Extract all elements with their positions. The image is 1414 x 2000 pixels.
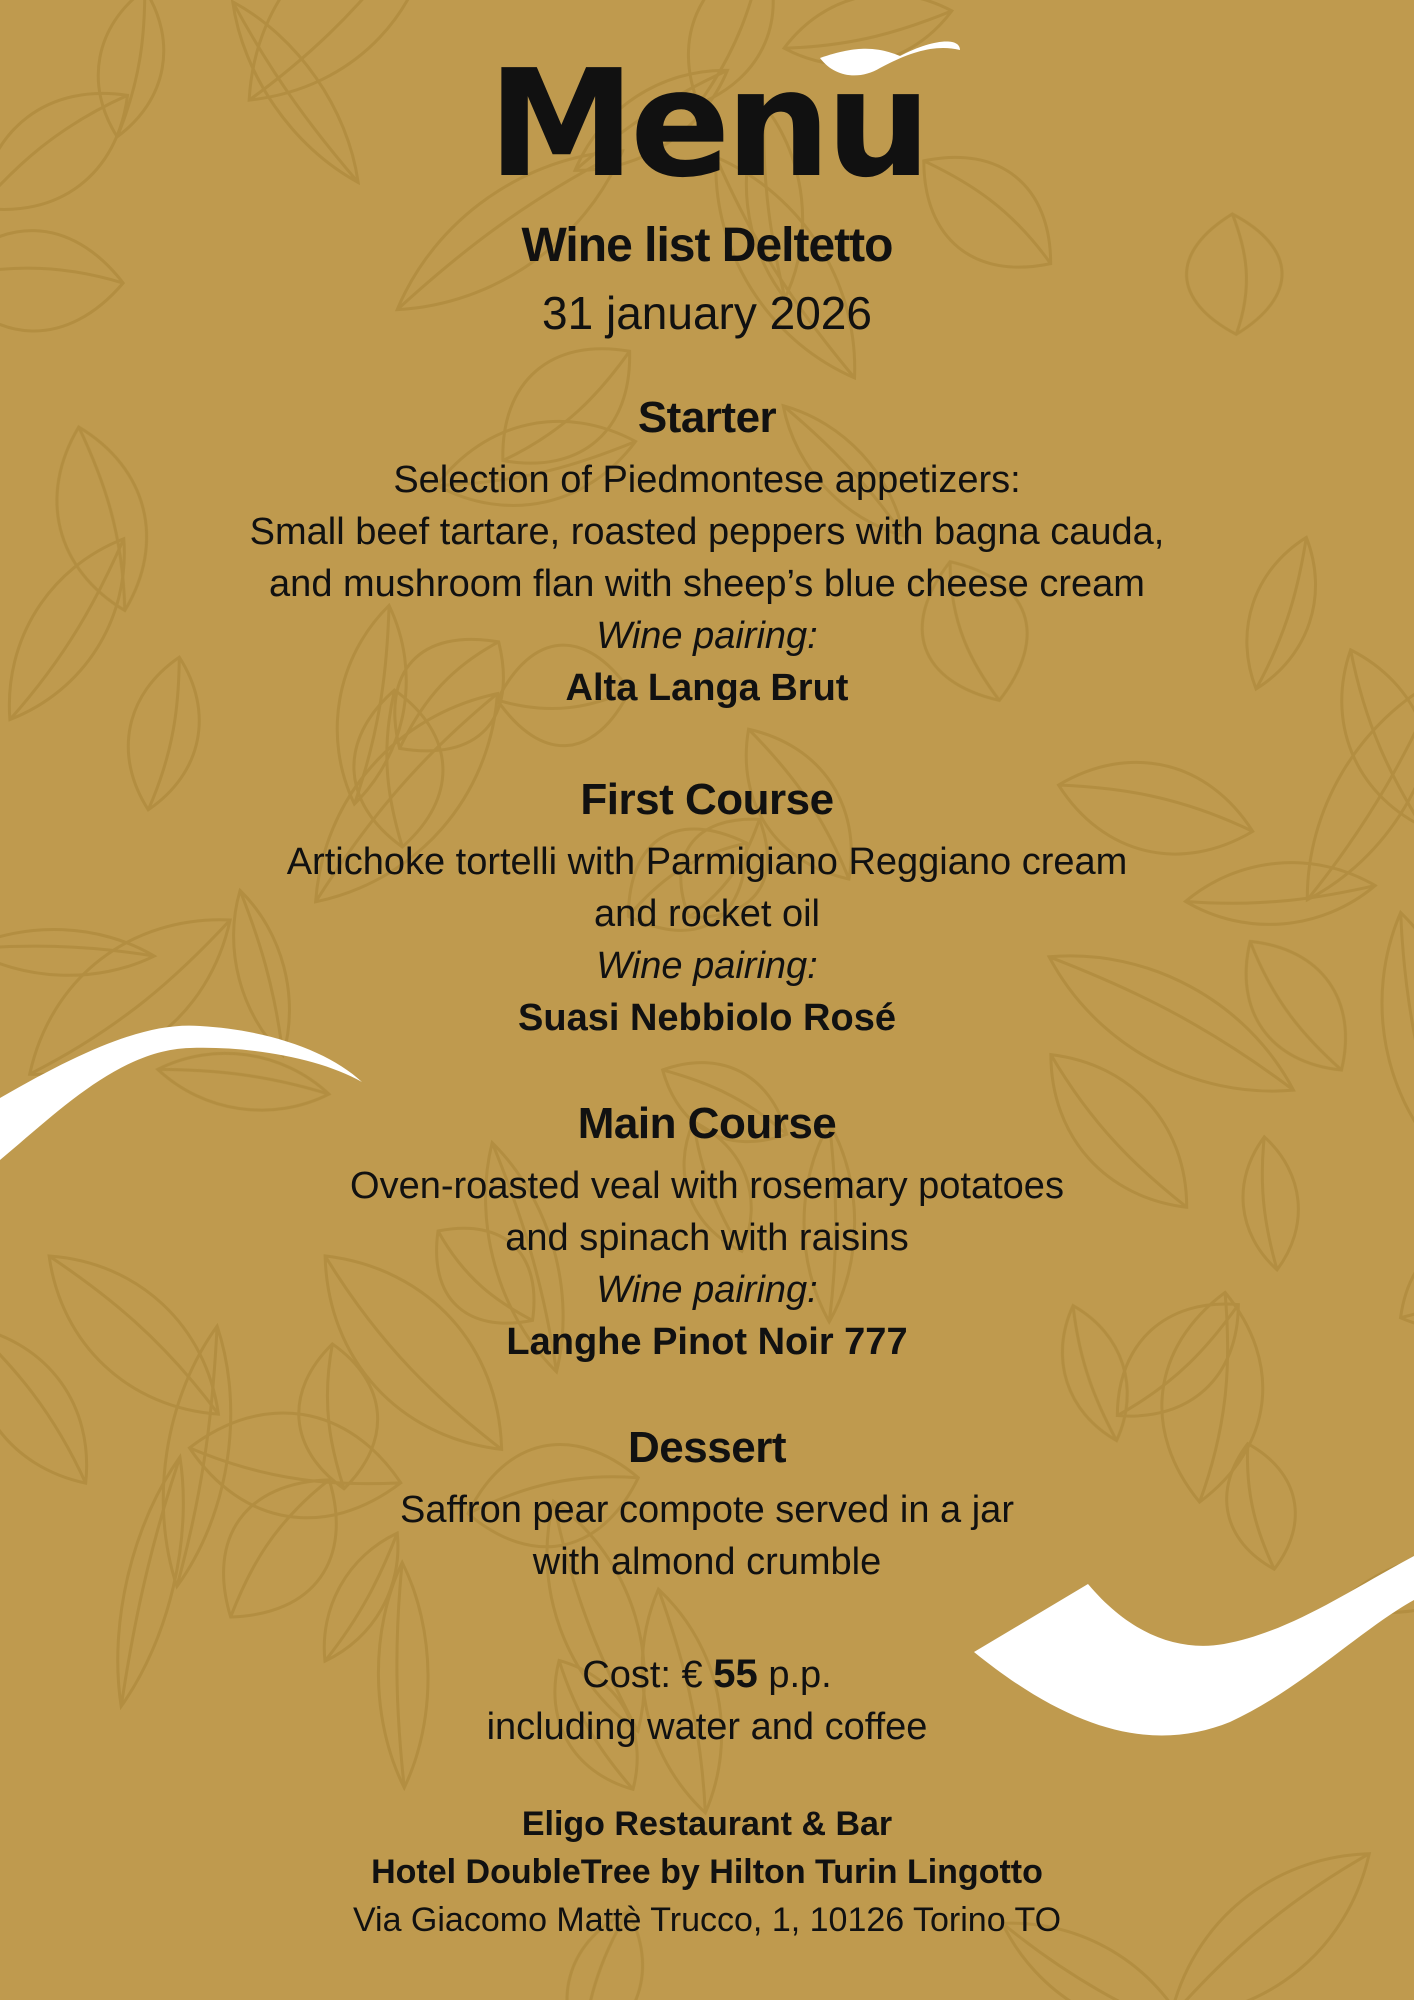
- wine-name: Langhe Pinot Noir 777: [506, 1321, 908, 1363]
- wine-pairing-label: Wine pairing:: [596, 615, 818, 657]
- venue-address: Via Giacomo Mattè Trucco, 1, 10126 Torino TO: [352, 1901, 1062, 1939]
- wine-name: Suasi Nebbiolo Rosé: [518, 997, 896, 1039]
- menu-title: Menu: [487, 38, 927, 210]
- course-heading: First Course: [580, 775, 834, 824]
- cost-line: [0, 1648, 1414, 1701]
- course-heading: Main Course: [577, 1099, 837, 1148]
- cost-note: including water and coffee: [486, 1706, 928, 1748]
- course-dessert: [0, 1420, 1414, 1588]
- course-description-line: and rocket oil: [593, 893, 820, 935]
- menu-date: 31 january 2026: [542, 287, 872, 339]
- course-description-line: with almond crumble: [532, 1541, 882, 1583]
- course-main: [0, 1096, 1414, 1368]
- restaurant-name: Eligo Restaurant & Bar: [521, 1805, 893, 1843]
- cost-suffix: p.p.: [768, 1654, 832, 1696]
- course-starter: [0, 390, 1414, 714]
- wine-name: Alta Langa Brut: [565, 667, 849, 709]
- wine-pairing-label: Wine pairing:: [596, 1269, 818, 1311]
- course-description-line: Selection of Piedmontese appetizers:: [393, 459, 1021, 501]
- course-heading: Starter: [637, 393, 777, 442]
- hotel-name: Hotel DoubleTree by Hilton Turin Lingotto: [371, 1853, 1043, 1891]
- course-description-line: and spinach with raisins: [505, 1217, 909, 1259]
- venue-block: [0, 1800, 1414, 1944]
- menu-subtitle: Wine list Deltetto: [521, 219, 893, 272]
- course-first: [0, 772, 1414, 1044]
- course-description-line: Saffron pear compote served in a jar: [400, 1489, 1014, 1531]
- course-description-line: and mushroom flan with sheep’s blue cheese cream: [269, 563, 1145, 605]
- course-heading: Dessert: [628, 1423, 786, 1472]
- cost-amount: 55: [713, 1652, 758, 1696]
- course-description-line: Oven-roasted veal with rosemary potatoes: [350, 1165, 1064, 1207]
- cost-block: [0, 1648, 1414, 1753]
- course-description-line: Artichoke tortelli with Parmigiano Reggiano cream: [286, 841, 1128, 883]
- course-description-line: Small beef tartare, roasted peppers with bagna cauda,: [249, 511, 1165, 553]
- wine-pairing-label: Wine pairing:: [596, 945, 818, 987]
- cost-prefix: Cost: €: [582, 1654, 703, 1696]
